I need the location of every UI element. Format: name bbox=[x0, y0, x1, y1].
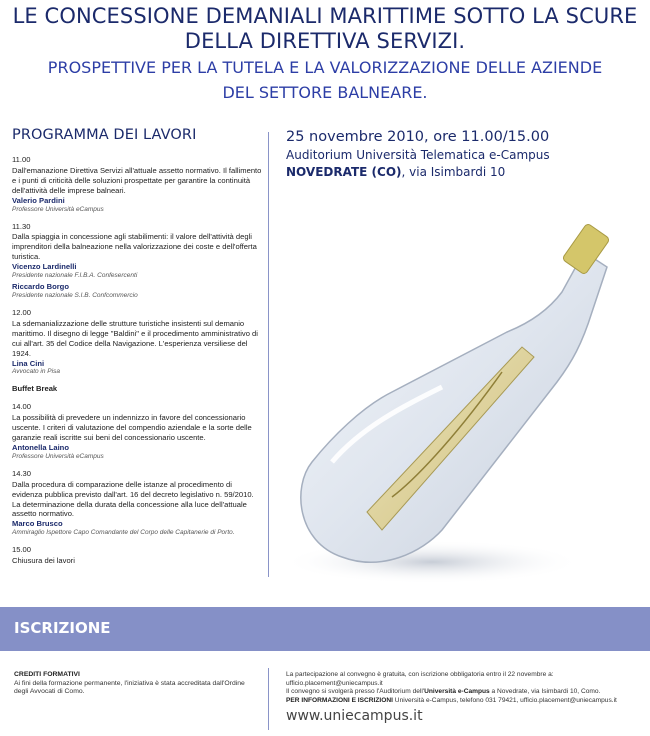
column-divider bbox=[268, 132, 269, 577]
info-section bbox=[286, 671, 648, 705]
event-info bbox=[286, 128, 646, 181]
item-text: La sdemanializzazione delle strutture turistiche insistenti sul demanio marittimo. Il disegno di legge "Baldini" e il procedimento amministrativo di cui all'art. 35 del Codice della Navigazione. L'esperienza versiliese del 1924. bbox=[12, 318, 258, 358]
credits-text: Ai fini della formazione permanente, l'iniziativa è stata accreditata dall'Ordine degli Avvocati di Como. bbox=[14, 679, 245, 696]
info-line-3-text: Università e-Campus, telefono 031 79421, ufficio.placement@uniecampus.it bbox=[392, 696, 617, 704]
item-text: Dall'emanazione Direttiva Servizi all'attuale assetto normativo. Il fallimento e i punti di criticità delle soluzioni prospettate per garantire la continuità dell'attività delle imprese balneari. bbox=[12, 165, 262, 195]
registration-label: ISCRIZIONE bbox=[14, 619, 111, 637]
event-city: NOVEDRATE (CO) bbox=[286, 165, 402, 179]
info-line-2 bbox=[286, 688, 648, 697]
item-time: 11.00 bbox=[12, 155, 31, 164]
item-text: Chiusura dei lavori bbox=[12, 556, 75, 566]
program-item bbox=[12, 545, 264, 566]
info-line-2-a: Il convegno si svolgerà presso l'Auditorium dell' bbox=[286, 688, 425, 696]
speaker-role: Avvocato in Pisa bbox=[12, 368, 60, 376]
item-time: 14.00 bbox=[12, 402, 32, 412]
event-address: , via Isimbardi 10 bbox=[401, 165, 506, 179]
speaker-role: Presidente nazionale F.I.B.A. Confesercenti bbox=[12, 272, 138, 280]
info-line-2-b: Università e-Campus bbox=[424, 688, 490, 696]
event-location bbox=[286, 164, 646, 181]
credits-title: CREDITI FORMATIVI bbox=[14, 671, 80, 678]
item-time: 11.30 bbox=[12, 221, 31, 231]
speaker-name: Riccardo Borgo bbox=[12, 282, 69, 292]
event-date: 25 novembre 2010, ore 11.00/15.00 bbox=[286, 129, 550, 145]
info-line-3 bbox=[286, 697, 648, 706]
program-item bbox=[12, 469, 264, 537]
item-text: La possibilità di prevedere un indennizzo in favore del concessionario uscente. I criteri di valutazione del compendio aziendale e la sorte delle garanzie reali iscritte sui beni del concessionario uscente. bbox=[12, 413, 252, 443]
info-line-2-c: a Novedrate, via Isimbardi 10, Como. bbox=[489, 688, 601, 696]
subtitle-line-1: PROSPETTIVE PER LA TUTELA E LA VALORIZZAZIONE DELLE AZIENDE bbox=[47, 58, 603, 77]
program-item bbox=[12, 308, 264, 376]
break-label: Buffet Break bbox=[12, 384, 58, 394]
bottle-body bbox=[301, 252, 607, 562]
program-item bbox=[12, 402, 264, 461]
speaker-name: Valerio Pardini bbox=[12, 195, 65, 205]
program-item-break bbox=[12, 384, 264, 394]
program-item bbox=[12, 155, 264, 214]
speaker-name: Vicenzo Lardinelli bbox=[12, 262, 77, 272]
item-time: 12.00 bbox=[12, 307, 32, 317]
item-time: 14.30 bbox=[12, 468, 32, 478]
event-venue: Auditorium Università Telematica e-Campus bbox=[286, 148, 550, 162]
program-list bbox=[12, 155, 264, 574]
credits-section bbox=[14, 671, 254, 697]
footer-divider bbox=[268, 668, 269, 730]
subtitle-line-2: DEL SETTORE BALNEARE. bbox=[222, 83, 428, 102]
info-line-1: La partecipazione al convegno è gratuita, con iscrizione obbligatoria entro il 22 novembre a: ufficio.placement@uniecampus.it bbox=[286, 671, 554, 687]
speaker-role: Professore Università eCampus bbox=[12, 205, 104, 213]
speaker-name: Antonella Laino bbox=[12, 442, 69, 452]
speaker-role: Ammiraglio Ispettore Capo Comandante del Corpo delle Capitanerie di Porto. bbox=[12, 529, 235, 537]
info-line-3-label: PER INFORMAZIONI E ISCRIZIONI bbox=[286, 696, 393, 704]
program-title: PROGRAMMA DEI LAVORI bbox=[12, 127, 197, 143]
registration-band bbox=[0, 607, 650, 651]
title-line-1: LE CONCESSIONE DEMANIALI MARITTIME SOTTO LA SCURE bbox=[12, 4, 638, 28]
speaker-role: Presidente nazionale S.I.B. Confcommercio bbox=[12, 291, 138, 299]
item-text: Dalla procedura di comparazione delle istanze al procedimento di evidenza pubblica previsto dall'art. 16 del decreto legislativo n. 59/2010. La determinazione della durata della concessione alla luce dell'attuale assetto normativo. bbox=[12, 479, 254, 519]
speaker-role: Professore Università eCampus bbox=[12, 452, 104, 460]
item-text: Dalla spiaggia in concessione agli stabilimenti: il valore dell'attività degli imprenditori della balneazione nella valorizzazione dei coste e dell'offerta turistica. bbox=[12, 232, 257, 262]
website-link[interactable]: www.uniecampus.it bbox=[286, 708, 423, 724]
bottle-illustration bbox=[272, 212, 650, 604]
item-time: 15.00 bbox=[12, 545, 32, 555]
speaker-name: Lina Cini bbox=[12, 358, 45, 368]
title-line-2: DELLA DIRETTIVA SERVIZI. bbox=[184, 29, 466, 53]
program-item bbox=[12, 222, 264, 300]
speaker-name: Marco Brusco bbox=[12, 519, 63, 529]
header bbox=[0, 4, 650, 104]
